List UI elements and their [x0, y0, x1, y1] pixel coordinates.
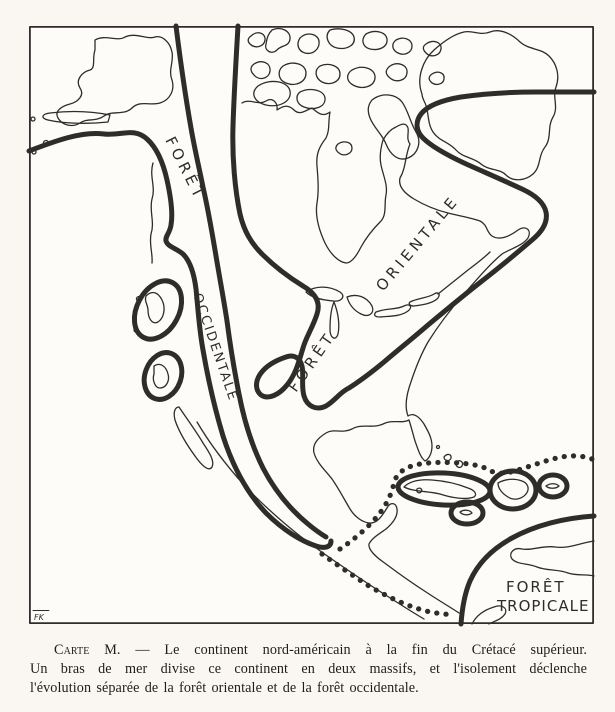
- caption-line-3: l'évolution séparée de la forêt orientale et de la forêt occidentale.: [30, 680, 419, 696]
- label-east-forest-line2: ORIENTALE: [372, 191, 463, 295]
- caption-line-2: Un bras de mer divise ce continent en deux massifs, et l'isolement déclenche: [30, 661, 587, 677]
- label-east-forest-line1: FORÊT: [284, 328, 340, 396]
- monogram: FK: [34, 613, 44, 622]
- caption-lead: Carte M.: [54, 642, 121, 658]
- label-west-forest-line2: OCCIDENTALE: [189, 291, 241, 404]
- label-tropical-forest-line2: TROPICALE: [497, 597, 590, 615]
- caption-line1-text: — Le continent nord-américain à la fin du Crétacé supérieur.: [135, 642, 588, 658]
- label-tropical-forest-line1: FORÊT: [506, 578, 566, 596]
- figure-caption: [30, 641, 587, 698]
- caption-line-1: [30, 641, 587, 660]
- label-west-forest-line1: FORÊT: [161, 133, 210, 204]
